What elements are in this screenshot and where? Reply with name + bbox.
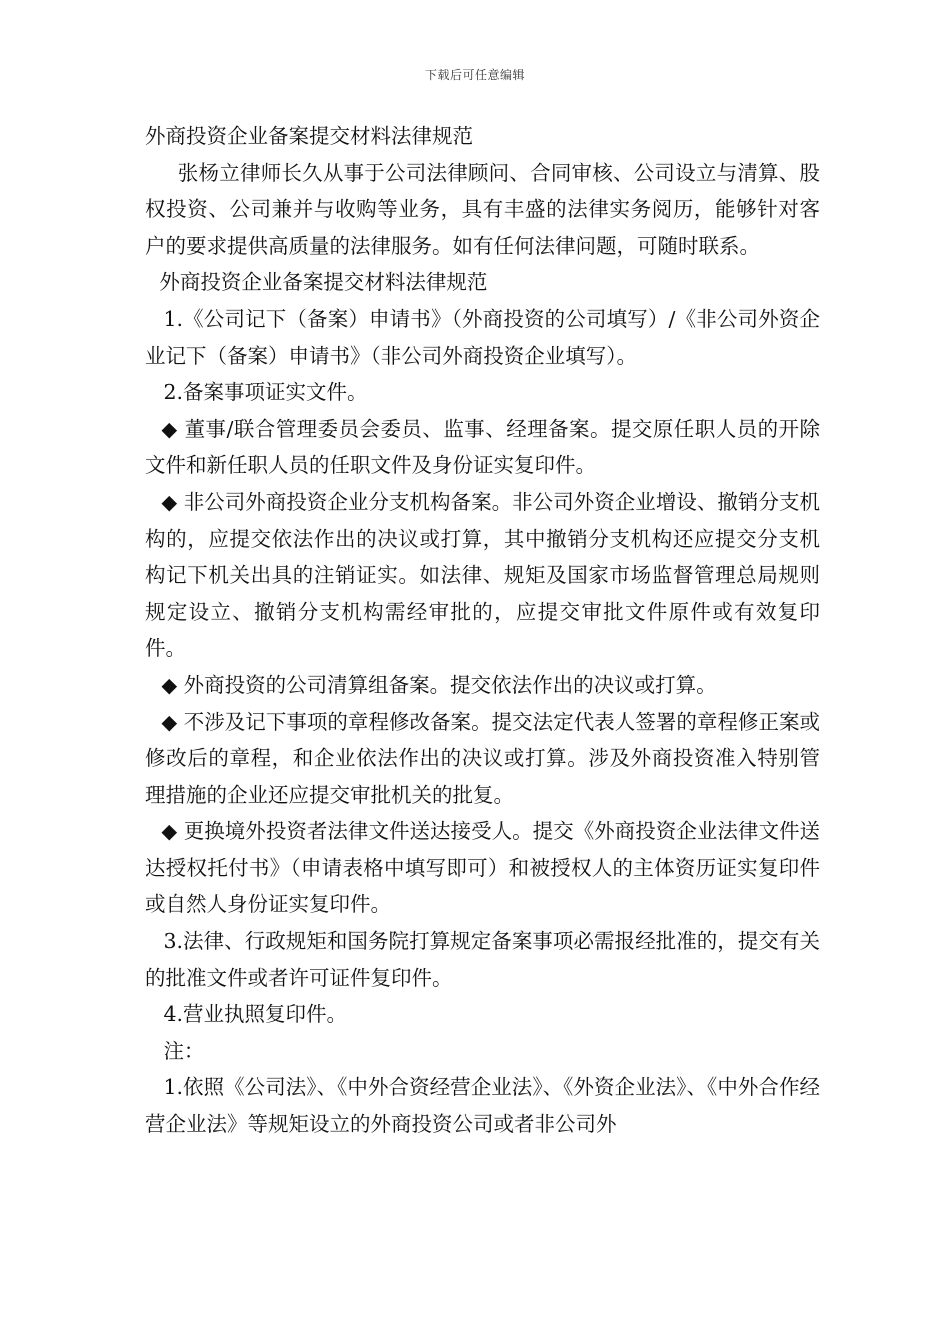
paragraph-note-1: 1.依照《公司法》、《中外合资经营企业法》、《外资企业法》、《中外合作经营企业法》等规矩设立的外商投资公司或者非公司外 <box>145 1075 820 1137</box>
paragraph-item-1: 1.《公司记下（备案）申请书》（外商投资的公司填写）/《非公司外资企业记下（备案）申请书》（非公司外商投资企业填写）。 <box>145 306 820 368</box>
paragraph-note-label: 注： <box>163 1038 205 1063</box>
page-header-note: 下载后可任意编辑 <box>424 68 525 82</box>
paragraph-lawyer-intro: 张杨立律师长久从事于公司法律顾问、合同审核、公司设立与清算、股权投资、公司兼并与收购等业务，具有丰盛的法律实务阅历，能够针对客户的要求提供高质量的法律服务。如有任何法律问题，可随时联系。 <box>145 160 820 258</box>
paragraph-bullet-charter: ◆ 不涉及记下事项的章程修改备案。提交法定代表人签署的章程修正案或修改后的章程，和企业依法作出的决议或打算。涉及外商投资准入特别管理措施的企业还应提交审批机关的批复。 <box>145 709 820 807</box>
paragraph-item-2: 2.备案事项证实文件。 <box>163 380 368 405</box>
paragraph-bullet-service-agent: ◆ 更换境外投资者法律文件送达接受人。提交《外商投资企业法律文件送达授权托付书》（申请表格中填写即可）和被授权人的主体资历证实复印件或自然人身份证实复印件。 <box>145 819 820 917</box>
paragraph-bullet-directors: ◆ 董事/联合管理委员会委员、监事、经理备案。提交原任职人员的开除文件和新任职人员的任职文件及身份证实复印件。 <box>145 416 820 478</box>
document-body <box>145 118 820 1143</box>
paragraph-item-4: 4.营业执照复印件。 <box>163 1002 347 1027</box>
paragraph-bullet-branches: ◆ 非公司外商投资企业分支机构备案。非公司外资企业增设、撤销分支机构的，应提交依法作出的决议或打算，其中撤销分支机构还应提交分支机构记下机关出具的注销证实。如法律、规矩及国家市场监督管理总局规则规定设立、撤销分支机构需经审批的，应提交审批文件原件或有效复印件。 <box>145 489 820 661</box>
paragraph-subtitle: 外商投资企业备案提交材料法律规范 <box>159 270 488 295</box>
paragraph-item-3: 3.法律、行政规矩和国务院打算规定备案事项必需报经批准的，提交有关的批准文件或者许可证件复印件。 <box>145 929 820 990</box>
paragraph-bullet-liquidation: ◆ 外商投资的公司清算组备案。提交依法作出的决议或打算。 <box>161 672 717 697</box>
document-title: 外商投资企业备案提交材料法律规范 <box>145 124 473 148</box>
